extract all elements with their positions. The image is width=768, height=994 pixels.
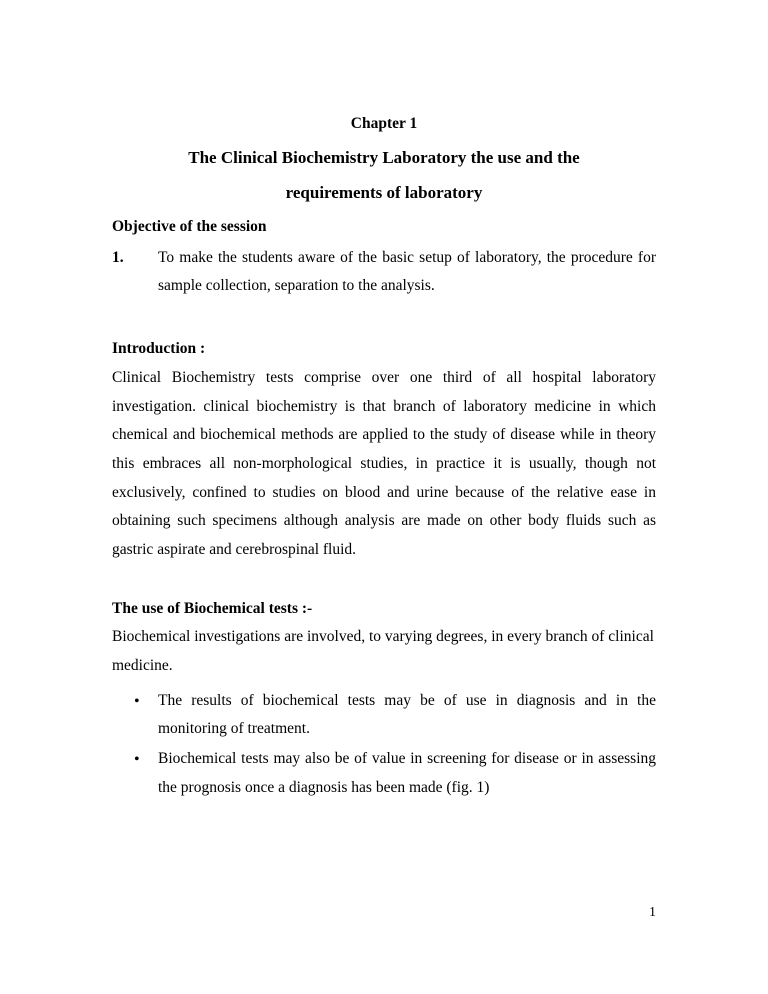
page-title-line-1: The Clinical Biochemistry Laboratory the use and the [188,148,580,168]
list-item-text: The results of biochemical tests may be of use in diagnosis and in the monitoring of treatment. [158,691,656,738]
use-of-tests-bullet-list [112,687,656,803]
objective-list-item [112,244,656,301]
spacer [112,565,656,591]
page-number: 1 [649,905,656,920]
bullet-icon: • [134,751,140,769]
chapter-label: Chapter 1 [350,115,418,132]
use-of-tests-paragraph: Biochemical investigations are involved, to varying degrees, in every branch of clinical medicine. [112,628,654,674]
objective-item-text: To make the students aware of the basic setup of laboratory, the procedure for sample collection, separation to the analysis. [158,248,656,295]
page-title-line-2: requirements of laboratory [285,183,483,203]
spacer [112,301,656,331]
use-of-tests-heading: The use of Biochemical tests :- [112,599,313,617]
bullet-icon: • [134,692,140,710]
introduction-heading: Introduction : [112,340,206,358]
list-item-text: Biochemical tests may also be of value in screening for disease or in assessing the prognosis once a diagnosis has been made (fig. 1) [158,750,656,796]
introduction-paragraph: Clinical Biochemistry tests comprise over one third of all hospital laboratory investigation. clinical biochemistry is that branch of laboratory medicine in which chemical and biochemical methods are applied to the study of disease while in theory this embraces all non-morphological studies, in practice it is usually, though not exclusively, confined to studies on blood and urine because of the relative ease in obtaining such specimens although analysis are made on other body fluids such as gastric aspirate and cerebrospinal fluid. [112,368,656,558]
list-item [112,687,656,744]
objective-item-number: 1. [112,248,124,266]
objective-heading: Objective of the session [112,217,267,235]
list-item [112,745,656,802]
